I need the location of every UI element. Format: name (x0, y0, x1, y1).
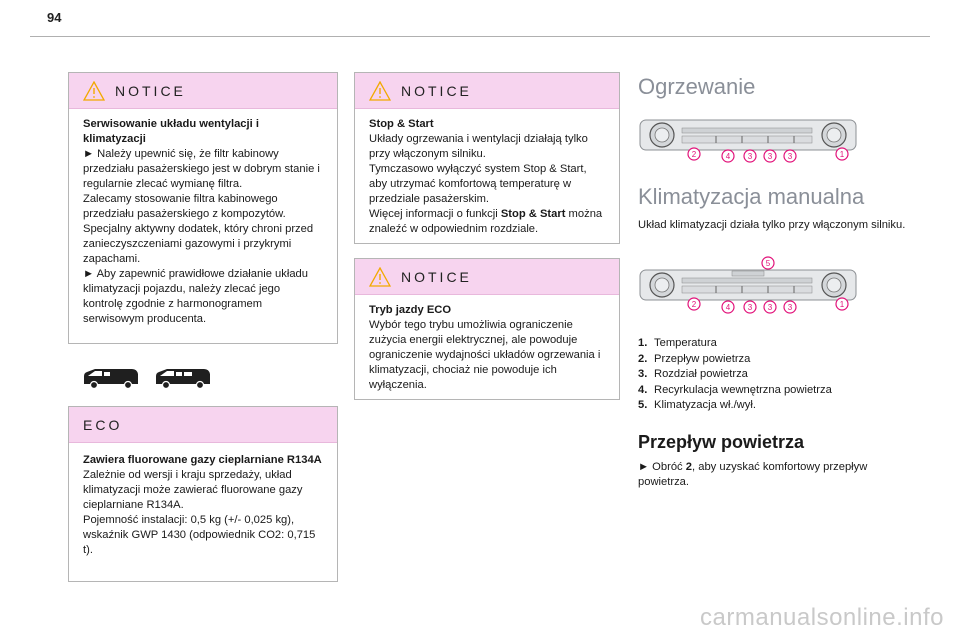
callout-number: 4 (725, 152, 731, 161)
page-number: 94 (47, 10, 62, 25)
warning-triangle-icon (369, 81, 391, 101)
callout-number: 3 (787, 152, 793, 161)
vehicle-icons (82, 367, 212, 389)
manual-ac-text: Układ klimatyzacji działa tylko przy włączonym silniku. (638, 219, 906, 231)
callout-number: 3 (747, 152, 753, 161)
notice-line-3: ► Aby zapewnić prawidłowe działanie układu klimatyzacji pojazdu, należy zlecać jego kontrolę zgodnie z harmonogramem serwisowym producenta. (83, 268, 309, 325)
callout-number: 3 (767, 152, 773, 161)
legend-item (638, 383, 832, 399)
notice-title: NOTICE (401, 268, 472, 285)
callout-number: 2 (691, 300, 697, 309)
notice-line-3-bold: Stop & Start (500, 208, 566, 220)
notice-body (355, 109, 619, 247)
van-icon (154, 367, 212, 389)
eco-heading: Zawiera fluorowane gazy cieplarniane R134A (83, 454, 322, 466)
callout-number: 1 (839, 150, 845, 159)
eco-line-2: Pojemność instalacji: 0,5 kg (+/- 0,025 kg), wskaźnik GWP 1430 (odpowiednik CO2: 0,715 t). (83, 514, 316, 556)
heading-manual-ac: Klimatyzacja manualna (638, 184, 865, 209)
notice-line-3-prefix: Więcej informacji o funkcji (369, 208, 501, 220)
notice-header (69, 73, 337, 109)
legend-num: 5. (638, 399, 648, 411)
eco-header (69, 407, 337, 443)
notice-box-stop-start (354, 72, 620, 244)
notice-body (69, 109, 337, 337)
notice-title: NOTICE (401, 82, 472, 99)
warning-triangle-icon (369, 267, 391, 287)
heading-airflow: Przepływ powietrza (638, 432, 805, 452)
warning-triangle-icon (83, 81, 105, 101)
legend-label: Rozdział powietrza (654, 368, 748, 380)
legend-item (638, 398, 832, 414)
callout-number: 2 (691, 150, 697, 159)
legend-label: Przepływ powietrza (654, 352, 751, 365)
callout-number: 3 (767, 303, 773, 312)
callout-number: 1 (839, 300, 845, 309)
notice-line-3 (369, 207, 605, 237)
notice-line-3-suffix: można znaleźć w odpowiednim rozdziale. (369, 208, 603, 235)
legend-num: 3. (638, 368, 648, 380)
notice-line-2: Zalecamy stosowanie filtra kabinowego przedziału pasażerskiego z kompozytów. Specjalny aktywny dodatek, który chroni przed zanieczyszczeniami gazowymi i przykrymi zapachami. (83, 193, 314, 265)
watermark: carmanualsonline.info (700, 604, 944, 631)
callout-number: 3 (747, 303, 753, 312)
eco-body (69, 443, 337, 568)
notice-body (355, 295, 619, 403)
ac-control-panel (638, 256, 858, 316)
legend-num: 4. (638, 383, 648, 396)
notice-heading: Serwisowanie układu wentylacji i klimatyzacji (83, 118, 259, 145)
eco-title: ECO (83, 416, 123, 433)
legend-label: Temperatura (654, 337, 717, 349)
legend-num: 2. (638, 352, 648, 365)
notice-header (355, 259, 619, 295)
notice-title: NOTICE (115, 82, 186, 99)
legend-label: Recyrkulacja wewnętrzna powietrza (654, 383, 832, 396)
heading-heating: Ogrzewanie (638, 74, 756, 99)
notice-box-ventilation (68, 72, 338, 344)
eco-box (68, 406, 338, 582)
legend-label: Klimatyzacja wł./wył. (654, 399, 756, 411)
notice-box-eco-mode (354, 258, 620, 400)
airflow-prefix: ► Obróć (638, 461, 686, 473)
callout-number: 4 (725, 303, 731, 312)
airflow-text (638, 460, 908, 490)
legend-num: 1. (638, 337, 648, 349)
notice-heading: Stop & Start (369, 118, 434, 130)
legend-item (638, 352, 832, 368)
notice-line-1: Wybór tego trybu umożliwia ograniczenie zużycia energii elektrycznej, ale powoduje ograniczenie wydajności układów ogrzewania i klimatyzacji, chociaż nie powoduje ich wyłączenia. (369, 319, 601, 391)
callout-number: 3 (787, 303, 793, 312)
eco-line-1: Zależnie od wersji i kraju sprzedaży, układ klimatyzacji może zawierać fluorowane gazy cieplarniane R134A. (83, 469, 303, 511)
notice-line-2: Tymczasowo wyłączyć system Stop & Start, aby utrzymać komfortową temperaturę w przedziale pasażerskim. (369, 163, 587, 205)
notice-line-1: Układy ogrzewania i wentylacji działają tylko przy włączonym silniku. (369, 133, 588, 160)
legend-item (638, 367, 832, 383)
notice-line-1: ► Należy upewnić się, że filtr kabinowy przedziału pasażerskiego jest w dobrym stanie i regularnie zlecać wymianę filtra. (83, 148, 320, 190)
notice-heading: Tryb jazdy ECO (369, 304, 452, 316)
callout-number: 5 (765, 259, 771, 268)
van-icon (82, 367, 140, 389)
airflow-bold: 2 (685, 461, 692, 473)
heating-control-panel (638, 116, 858, 164)
controls-legend (638, 336, 832, 414)
top-divider (30, 36, 930, 37)
airflow-suffix: , aby uzyskać komfortowy przepływ powietrza. (638, 461, 868, 488)
legend-item (638, 336, 832, 352)
notice-header (355, 73, 619, 109)
